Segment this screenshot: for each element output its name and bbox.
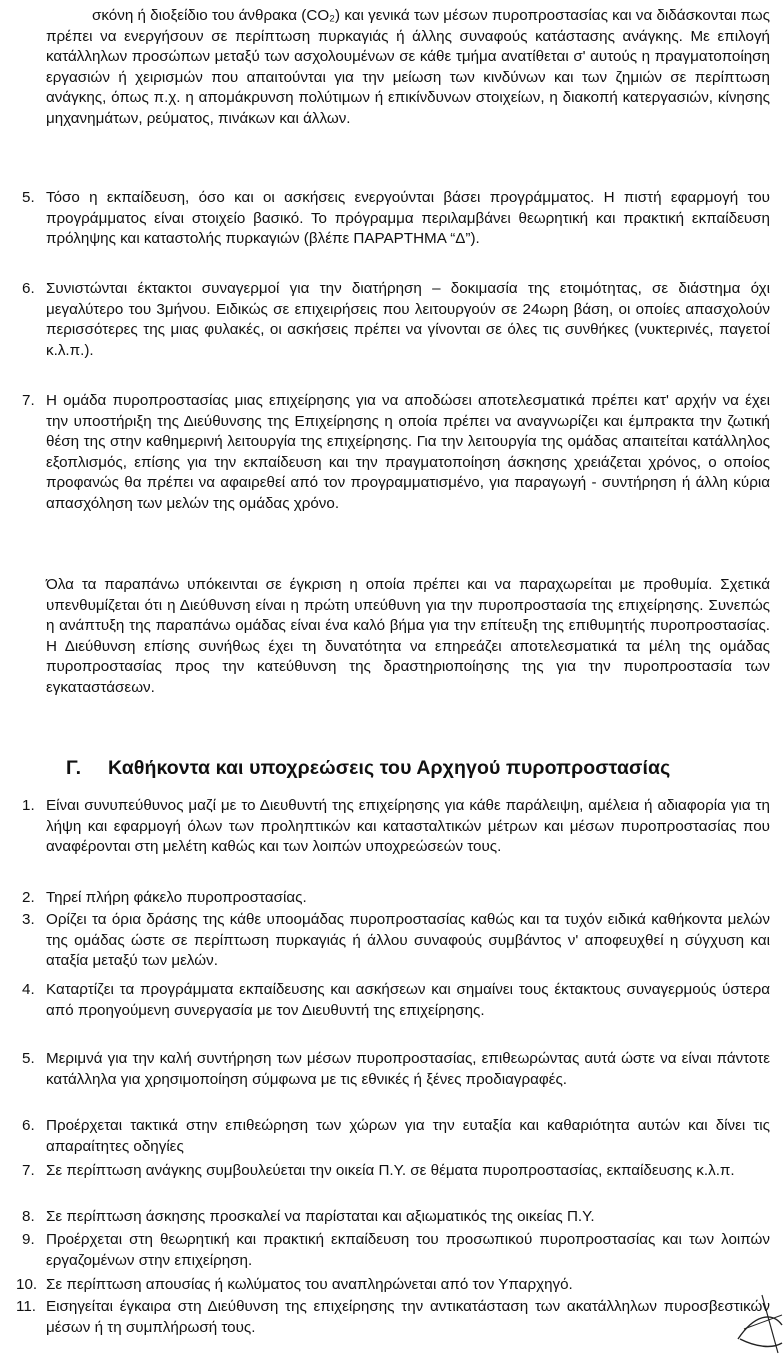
intro-paragraph: σκόνη ή διοξείδιο του άνθρακα (CO₂) και γενικά των μέσων πυροπροστασίας και να διδάσκονται πως πρέπει να ενεργήσουν σε περίπτωση πυρκαγιάς ή άλλης συναφούς κατάστασης ανάγκης. Με επιλογή κατάλληλων προσώπων μεταξύ των ασχολουμένων σε κάθε τμήμα ανατίθεται σ' αυτούς η πραγματοποίηση εργασιών ή χειρισμών που απαιτούνται για την μείωση των κινδύνων και των ζημιών σε περίπτωση ανάγκης, όπως π.χ. η απομάκρυνση πολύτιμων ή επικίνδυνων στοιχείων, η διακοπή κατεργασιών, κίνησης μηχανημάτων, ρεύματος, πινάκων και άλλων. (46, 7, 770, 127)
list-item-number: 6. (22, 280, 35, 297)
list-item-number: 10. (16, 1276, 38, 1293)
section-title: Καθήκοντα και υποχρεώσεις του Αρχηγού πυροπροστασίας (108, 757, 671, 779)
list-item-text: Προέρχεται στη θεωρητική και πρακτική εκπαίδευση του προσωπικού πυροπροστασίας και των λοιπών εργαζομένων στην επιχείρηση. (46, 1231, 770, 1269)
corner-stamp-mark (732, 1255, 784, 1355)
list-item-text: Καταρτίζει τα προγράμματα εκπαίδευσης και ασκήσεων και σημαίνει τους έκτακτους συναγερμούς ύστερα από προηγούμενη συνεργασία με τον Διευθυντή της επιχείρησης. (46, 981, 770, 1019)
list-item-number: 1. (22, 797, 35, 814)
list-item-text: Προέρχεται τακτικά στην επιθεώρηση των χώρων για την ευταξία και καθαριότητα αυτών και δίνει τις απαραίτητες οδηγίες (46, 1117, 770, 1155)
list-item-text: Σε περίπτωση ανάγκης συμβουλεύεται την οικεία Π.Υ. σε θέματα πυροπροστασίας, εκπαίδευσης κ.λ.π. (46, 1162, 735, 1179)
list-item-text: Τηρεί πλήρη φάκελο πυροπροστασίας. (46, 889, 307, 906)
list-item-text: Τόσο η εκπαίδευση, όσο και οι ασκήσεις ενεργούνται βάσει προγράμματος. Η πιστή εφαρμογή του προγράμματος είναι στοιχείο βασικό. Το πρόγραμμα περιλαμβάνει θεωρητική και πρακτική εκπαίδευση πρόληψης και καταστολής πυρκαγιών (βλέπε ΠΑΡΑΡΤΗΜΑ “Δ”). (46, 189, 770, 248)
list-item-text: Είναι συνυπεύθυνος μαζί με το Διευθυντή της επιχείρησης για κάθε παράλειψη, αμέλεια ή αδιαφορία για τη λήψη και εφαρμογή όλων των προληπτικών και κατασταλτικών μέτρων και μέσων πυροπροστασίας που αναφέρονται στη μελέτη καθώς και των λοιπών υποχρεώσεών τους. (46, 797, 770, 856)
list-item-text: Εισηγείται έγκαιρα στη Διεύθυνση της επιχείρησης την αντικατάσταση των ακατάλληλων πυροσβεστικών μέσων ή τη συμπλήρωσή τους. (46, 1298, 770, 1336)
list-item-text: Συνιστώνται έκτακτοι συναγερμοί για την διατήρηση – δοκιμασία της ετοιμότητας, σε διάστημα όχι μεγαλύτερο του 3μήνου. Ειδικώς σε επιχειρήσεις που λειτουργούν σε 24ωρη βάση, οι οποίες απασχολούν περισσότερες της μιας φυλακές, οι ασκήσεις πρέπει να γίνονται σε όλες τις συνθήκες (νυκτερινές, παγετοί κ.λ.π.). (46, 280, 770, 359)
list-item-number: 9. (22, 1231, 35, 1248)
list-item-number: 6. (22, 1117, 35, 1134)
list-item-text: Ορίζει τα όρια δράσης της κάθε υποομάδας πυροπροστασίας καθώς και τα τυχόν ειδικά καθήκοντα μελών της ομάδας ώστε σε περίπτωση πυρκαγιάς ή άλλου συναφούς συμβάντος ν' αποφευχθεί η σύγχυση και αταξία μεταξύ των μελών. (46, 911, 770, 970)
list-item-number: 5. (22, 189, 35, 206)
list-item-number: 7. (22, 392, 35, 409)
list-item-number: 3. (22, 911, 35, 928)
list-item-number: 4. (22, 981, 35, 998)
list-item-text: Σε περίπτωση απουσίας ή κωλύματος του αναπληρώνεται από τον Υπαρχηγό. (46, 1276, 573, 1293)
list-item-text: Μεριμνά για την καλή συντήρηση των μέσων πυροπροστασίας, επιθεωρώντας αυτά ώστε να είναι πάντοτε κατάλληλα για χρησιμοποίηση σύμφωνα με τις εθνικές ή ξένες προδιαγραφές. (46, 1050, 770, 1088)
closing-paragraph: Όλα τα παραπάνω υπόκεινται σε έγκριση η οποία πρέπει και να παραχωρείται με προθυμία. Σχετικά υπενθυμίζεται ότι η Διεύθυνση είναι η πρώτη υπεύθυνη για την πυροπροστασία της επιχείρησης. Συνεπώς η ανάπτυξη της παραπάνω ομάδας είναι ένα καλό βήμα για την επίτευξη της επιθυμητής πυροπροστασίας. Η Διεύθυνση επίσης συνήθως έχει τη δυνατότητα να επηρεάζει αποτελεσματικά τα μέλη της ομάδας πυροπροστασίας προς την κατεύθυνση της δραστηριοποίησης της για την πυροπροστασία των εγκαταστάσεων. (46, 576, 770, 696)
list-item-number: 5. (22, 1050, 35, 1067)
list-item-number: 11. (16, 1298, 36, 1315)
list-item-text: Η ομάδα πυροπροστασίας μιας επιχείρησης για να αποδώσει αποτελεσματικά πρέπει κατ' αρχήν να έχει την υποστήριξη της Διεύθυνσης της Επιχείρησης η οποία πρέπει να αναγνωρίζει και έμπρακτα την ζωτική θέση της στην καθημερινή λειτουργία της επιχείρησης. Για την λειτουργία της ομάδας απαιτείται κατάλληλος εξοπλισμός, επίσης για την εκπαίδευση και την πραγματοποίηση άσκησης χρειάζεται χρόνος, ο οποίος προφανώς θα πρέπει να αφαιρεθεί από τον προγραμματισμένο, για παραγωγή - συντήρηση ή άλλη κύρια απασχόληση των μελών της ομάδας χρόνο. (46, 392, 770, 512)
list-item-number: 7. (22, 1162, 35, 1179)
list-item-number: 8. (22, 1208, 35, 1225)
section-letter: Γ. (66, 757, 82, 779)
list-item-text: Σε περίπτωση άσκησης προσκαλεί να παρίσταται και αξιωματικός της οικείας Π.Υ. (46, 1208, 595, 1225)
section-heading (66, 757, 670, 780)
list-item-number: 2. (22, 889, 35, 906)
